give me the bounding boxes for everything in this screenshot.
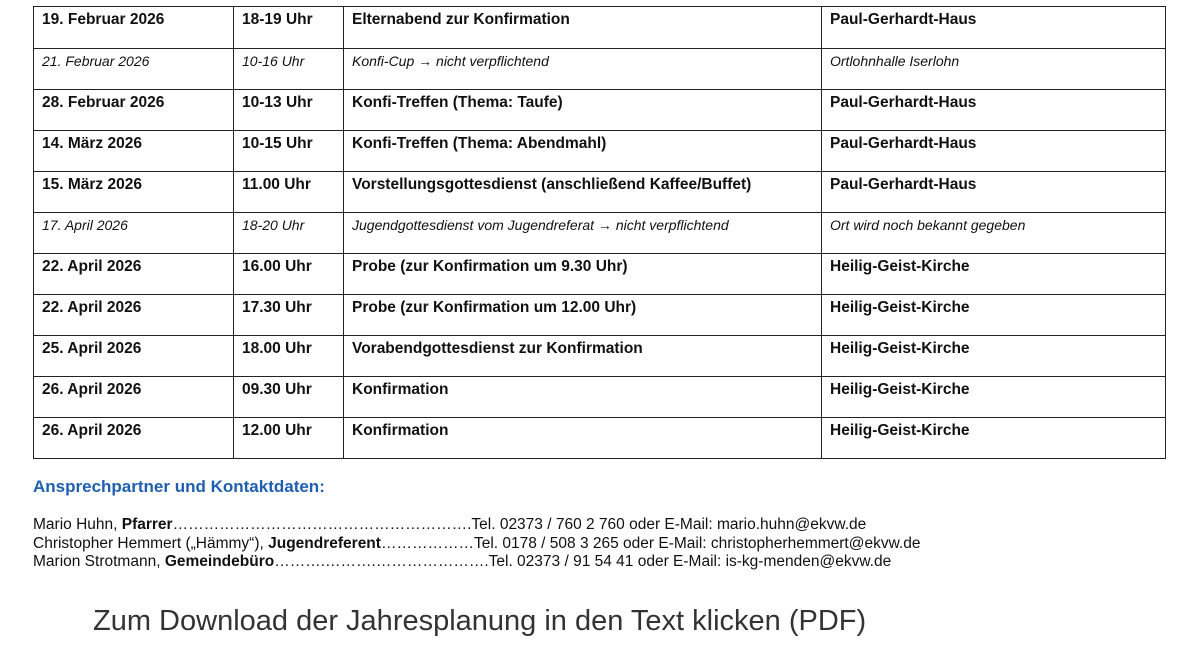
contact-details: Tel. 02373 / 91 54 41 oder E-Mail: is-kg-menden@ekvw.de (488, 553, 892, 570)
contact-details: Tel. 0178 / 508 3 265 oder E-Mail: christopherhemmert@ekvw.de (473, 534, 921, 552)
contact-leader: ……….……….…………………. (274, 553, 489, 570)
table-row (34, 90, 1166, 131)
event-cell: Konfi-Treffen (Thema: Abendmahl) (344, 131, 822, 172)
date-cell: 28. Februar 2026 (34, 90, 234, 131)
place-cell: Heilig-Geist-Kirche (822, 377, 1166, 418)
time-cell: 12.00 Uhr (234, 418, 344, 459)
place-cell: Heilig-Geist-Kirche (822, 254, 1166, 295)
contact-leader: …………………………………………………. (172, 516, 472, 533)
contact-line (33, 516, 920, 535)
event-cell: Vorstellungsgottesdienst (anschließend Kaffee/Buffet) (344, 172, 822, 213)
time-cell: 10-13 Uhr (234, 90, 344, 131)
time-cell: 18-20 Uhr (234, 213, 344, 254)
time-cell: 16.00 Uhr (234, 254, 344, 295)
place-cell: Paul-Gerhardt-Haus (822, 7, 1166, 49)
date-cell: 26. April 2026 (34, 377, 234, 418)
place-cell: Heilig-Geist-Kirche (822, 336, 1166, 377)
event-cell: Konfi-Cup → nicht verpflichtend (344, 49, 822, 90)
schedule-table (33, 6, 1166, 459)
contact-name: Christopher Hemmert („Hämmy“), (33, 534, 269, 552)
time-cell: 17.30 Uhr (234, 295, 344, 336)
schedule-body (34, 7, 1166, 459)
contact-line (33, 535, 920, 554)
table-row (34, 418, 1166, 459)
time-cell: 11.00 Uhr (234, 172, 344, 213)
table-row (34, 377, 1166, 418)
date-cell: 22. April 2026 (34, 295, 234, 336)
time-cell: 18.00 Uhr (234, 336, 344, 377)
date-cell: 26. April 2026 (34, 418, 234, 459)
event-cell: Probe (zur Konfirmation um 12.00 Uhr) (344, 295, 822, 336)
table-row (34, 254, 1166, 295)
contact-heading: Ansprechpartner und Kontaktdaten: (33, 477, 325, 496)
event-cell: Konfi-Treffen (Thema: Taufe) (344, 90, 822, 131)
date-cell: 15. März 2026 (34, 172, 234, 213)
contact-role: Jugendreferent (268, 534, 381, 552)
date-cell: 22. April 2026 (34, 254, 234, 295)
contact-leader: ……………… (380, 534, 474, 552)
date-cell: 14. März 2026 (34, 131, 234, 172)
event-cell: Vorabendgottesdienst zur Konfirmation (344, 336, 822, 377)
place-cell: Ort wird noch bekannt gegeben (822, 213, 1166, 254)
contact-line (33, 553, 920, 572)
table-row (34, 213, 1166, 254)
event-cell: Jugendgottesdienst vom Jugendreferat → nicht verpflichtend (344, 213, 822, 254)
table-row (34, 336, 1166, 377)
table-row (34, 7, 1166, 49)
table-row (34, 295, 1166, 336)
event-cell: Probe (zur Konfirmation um 9.30 Uhr) (344, 254, 822, 295)
place-cell: Paul-Gerhardt-Haus (822, 131, 1166, 172)
place-cell: Paul-Gerhardt-Haus (822, 90, 1166, 131)
place-cell: Paul-Gerhardt-Haus (822, 172, 1166, 213)
contact-name: Marion Strotmann, (33, 553, 165, 570)
time-cell: 18-19 Uhr (234, 7, 344, 49)
contact-details: Tel. 02373 / 760 2 760 oder E-Mail: mario.huhn@ekvw.de (471, 516, 867, 533)
event-cell: Konfirmation (344, 418, 822, 459)
contact-role: Pfarrer (121, 516, 173, 533)
table-row (34, 49, 1166, 90)
table-row (34, 131, 1166, 172)
time-cell: 10-16 Uhr (234, 49, 344, 90)
contact-list (33, 516, 920, 572)
date-cell: 17. April 2026 (34, 213, 234, 254)
event-cell: Konfirmation (344, 377, 822, 418)
time-cell: 09.30 Uhr (234, 377, 344, 418)
date-cell: 21. Februar 2026 (34, 49, 234, 90)
place-cell: Heilig-Geist-Kirche (822, 418, 1166, 459)
date-cell: 25. April 2026 (34, 336, 234, 377)
time-cell: 10-15 Uhr (234, 131, 344, 172)
place-cell: Ortlohnhalle Iserlohn (822, 49, 1166, 90)
contact-role: Gemeindebüro (164, 553, 275, 570)
date-cell: 19. Februar 2026 (34, 7, 234, 49)
place-cell: Heilig-Geist-Kirche (822, 295, 1166, 336)
contact-name: Mario Huhn, (33, 516, 122, 533)
download-link[interactable]: Zum Download der Jahresplanung in den Text klicken (PDF) (93, 605, 867, 637)
table-row (34, 172, 1166, 213)
event-cell: Elternabend zur Konfirmation (344, 7, 822, 49)
